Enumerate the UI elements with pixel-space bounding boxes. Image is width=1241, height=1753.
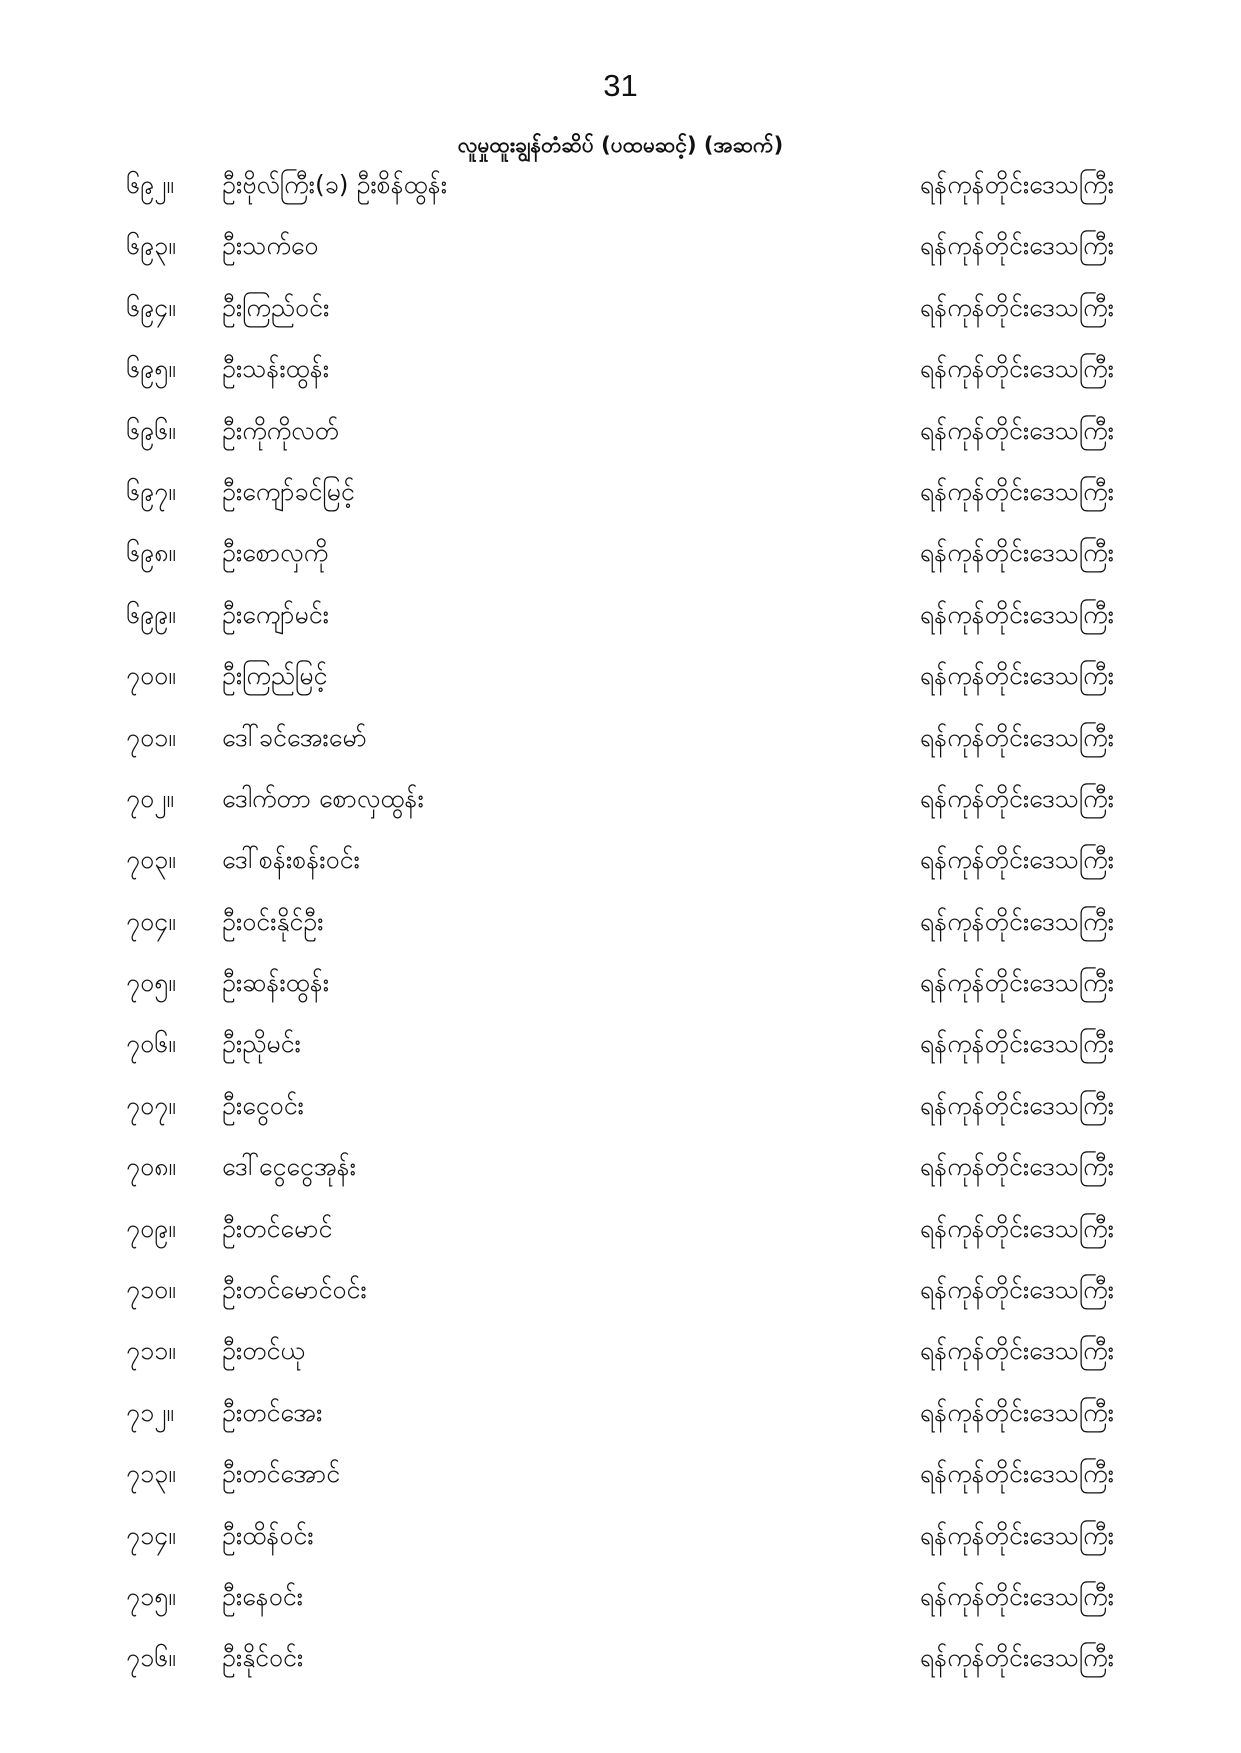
entry-number: ၆၉၂။ — [126, 170, 174, 199]
list-item — [0, 1143, 1241, 1204]
entry-number: ၇၀၀။ — [126, 661, 176, 691]
recipient-region: ရန်ကုန်တိုင်းဒေသကြီး — [919, 599, 1114, 629]
entry-number: ၇၁၄။ — [126, 1520, 176, 1550]
recipient-name: ဦးဆန်းထွန်း — [222, 968, 330, 998]
recipient-name: ဒေါ်စန်းစန်းဝင်း — [222, 845, 360, 875]
recipient-region: ရန်ကုန်တိုင်းဒေသကြီး — [919, 1643, 1114, 1673]
recipient-name: ဦးကျော်မင်း — [222, 599, 329, 629]
recipient-name: ဦးနေဝင်း — [222, 1581, 303, 1611]
recipient-region: ရန်ကုန်တိုင်းဒေသကြီး — [919, 845, 1114, 875]
entry-number: ၇၀၆။ — [126, 1029, 176, 1059]
recipient-name: ဦးညိုမင်း — [222, 1029, 301, 1059]
list-item — [0, 591, 1241, 652]
recipient-region: ရန်ကုန်တိုင်းဒေသကြီး — [919, 722, 1114, 752]
list-item — [0, 468, 1241, 529]
recipient-name: ဦးထိန်ဝင်း — [222, 1520, 314, 1550]
list-item — [0, 284, 1241, 345]
entry-number: ၆၉၈။ — [126, 538, 176, 568]
recipient-region: ရန်ကုန်တိုင်းဒေသကြီး — [919, 1520, 1114, 1550]
list-item — [0, 898, 1241, 959]
recipient-region: ရန်ကုန်တိုင်းဒေသကြီး — [919, 1213, 1114, 1243]
entry-number: ၇၀၈။ — [126, 1152, 176, 1182]
list-item — [0, 1205, 1241, 1266]
recipient-name: ဦးစောလှကို — [222, 538, 329, 568]
recipient-region: ရန်ကုန်တိုင်းဒေသကြီး — [919, 476, 1114, 506]
recipient-region: ရန်ကုန်တိုင်းဒေသကြီး — [919, 231, 1114, 261]
recipient-region: ရန်ကုန်တိုင်းဒေသကြီး — [919, 415, 1114, 445]
recipient-name: ဦးသန်းထွန်း — [222, 354, 330, 384]
recipient-region: ရန်ကုန်တိုင်းဒေသကြီး — [919, 968, 1114, 998]
entry-number: ၇၀၉။ — [126, 1213, 176, 1243]
entry-number: ၆၉၃။ — [126, 231, 176, 261]
list-item — [0, 222, 1241, 283]
list-item — [0, 345, 1241, 406]
recipient-name: ဦးကျော်ခင်မြင့် — [222, 476, 355, 506]
recipient-region: ရန်ကုန်တိုင်းဒေသကြီး — [919, 906, 1114, 936]
recipient-name: ဦးနိုင်ဝင်း — [222, 1643, 304, 1673]
recipient-name: ဒေါ်ခင်အေးမော် — [222, 722, 367, 752]
entry-number: ၇၀၁။ — [126, 722, 176, 752]
recipient-name: ဦးဝင်းနိုင်ဦး — [222, 906, 324, 936]
recipient-name: ဦးတင်မောင်ဝင်း — [222, 1275, 367, 1305]
recipient-name: ဒေါက်တာ စောလှထွန်း — [222, 783, 424, 813]
list-item — [0, 1634, 1241, 1695]
entry-number: ၇၀၄။ — [126, 906, 176, 936]
recipient-list — [0, 161, 1241, 1696]
list-item — [0, 1327, 1241, 1388]
entry-number: ၇၀၂။ — [126, 783, 174, 813]
recipient-region: ရန်ကုန်တိုင်းဒေသကြီး — [919, 1581, 1114, 1611]
recipient-region: ရန်ကုန်တိုင်းဒေသကြီး — [919, 538, 1114, 568]
list-item — [0, 714, 1241, 775]
recipient-name: ဦးတင်မောင် — [222, 1213, 333, 1243]
page-number: 31 — [603, 68, 638, 103]
list-item — [0, 1450, 1241, 1511]
recipient-region: ရန်ကုန်တိုင်းဒေသကြီး — [919, 1459, 1114, 1489]
recipient-region: ရန်ကုန်တိုင်းဒေသကြီး — [919, 354, 1114, 384]
entry-number: ၇၁၆။ — [126, 1643, 176, 1673]
list-item — [0, 1020, 1241, 1081]
recipient-region: ရန်ကုန်တိုင်းဒေသကြီး — [919, 1152, 1114, 1182]
recipient-region: ရန်ကုန်တိုင်းဒေသကြီး — [919, 1336, 1114, 1366]
list-item — [0, 407, 1241, 468]
entry-number: ၆၉၄။ — [126, 292, 176, 322]
list-item — [0, 529, 1241, 590]
entry-number: ၇၁၁။ — [126, 1336, 176, 1366]
recipient-name: ဦးကိုကိုလတ် — [222, 415, 339, 445]
recipient-region: ရန်ကုန်တိုင်းဒေသကြီး — [919, 170, 1114, 199]
recipient-name: ဦးကြည်မြင့် — [222, 661, 328, 691]
recipient-region: ရန်ကုန်တိုင်းဒေသကြီး — [919, 1029, 1114, 1059]
recipient-name: ဦးတင်ယု — [222, 1336, 305, 1366]
recipient-region: ရန်ကုန်တိုင်းဒေသကြီး — [919, 661, 1114, 691]
list-item — [0, 1389, 1241, 1450]
recipient-region: ရန်ကုန်တိုင်းဒေသကြီး — [919, 292, 1114, 322]
entry-number: ၆၉၇။ — [126, 476, 176, 506]
list-item — [0, 959, 1241, 1020]
list-item — [0, 775, 1241, 836]
list-item — [0, 161, 1241, 222]
recipient-name: ဦးဗိုလ်ကြီး(ခ) ဦးစိန်ထွန်း — [222, 170, 448, 199]
recipient-name: ဦးတင်အေး — [222, 1397, 323, 1427]
recipient-name: ဦးကြည်ဝင်း — [222, 292, 330, 322]
list-item — [0, 652, 1241, 713]
entry-number: ၇၁၀။ — [126, 1275, 176, 1305]
entry-number: ၇၁၅။ — [126, 1581, 176, 1611]
entry-number: ၇၀၃။ — [126, 845, 176, 875]
entry-number: ၇၀၅။ — [126, 968, 176, 998]
recipient-region: ရန်ကုန်တိုင်းဒေသကြီး — [919, 1397, 1114, 1427]
recipient-region: ရန်ကုန်တိုင်းဒေသကြီး — [919, 783, 1114, 813]
entry-number: ၇၀၇။ — [126, 1090, 176, 1120]
list-item — [0, 836, 1241, 897]
recipient-name: ဦးတင်အောင် — [222, 1459, 341, 1489]
recipient-region: ရန်ကုန်တိုင်းဒေသကြီး — [919, 1090, 1114, 1120]
recipient-name: ဒေါ်ငွေငွေအုန်း — [222, 1152, 357, 1182]
recipient-name: ဦးငွေဝင်း — [222, 1090, 304, 1120]
recipient-region: ရန်ကုန်တိုင်းဒေသကြီး — [919, 1275, 1114, 1305]
list-item — [0, 1573, 1241, 1634]
entry-number: ၆၉၆။ — [126, 415, 176, 445]
list-item — [0, 1266, 1241, 1327]
recipient-name: ဦးသက်ဝေ — [222, 231, 319, 261]
entry-number: ၇၁၂။ — [126, 1397, 174, 1427]
list-item — [0, 1512, 1241, 1573]
entry-number: ၇၁၃။ — [126, 1459, 176, 1489]
entry-number: ၆၉၉။ — [126, 599, 176, 629]
list-item — [0, 1082, 1241, 1143]
page-heading: လူမှုထူးချွန်တံဆိပ် (ပထမဆင့်) (အဆက်) — [457, 133, 784, 157]
entry-number: ၆၉၅။ — [126, 354, 176, 384]
